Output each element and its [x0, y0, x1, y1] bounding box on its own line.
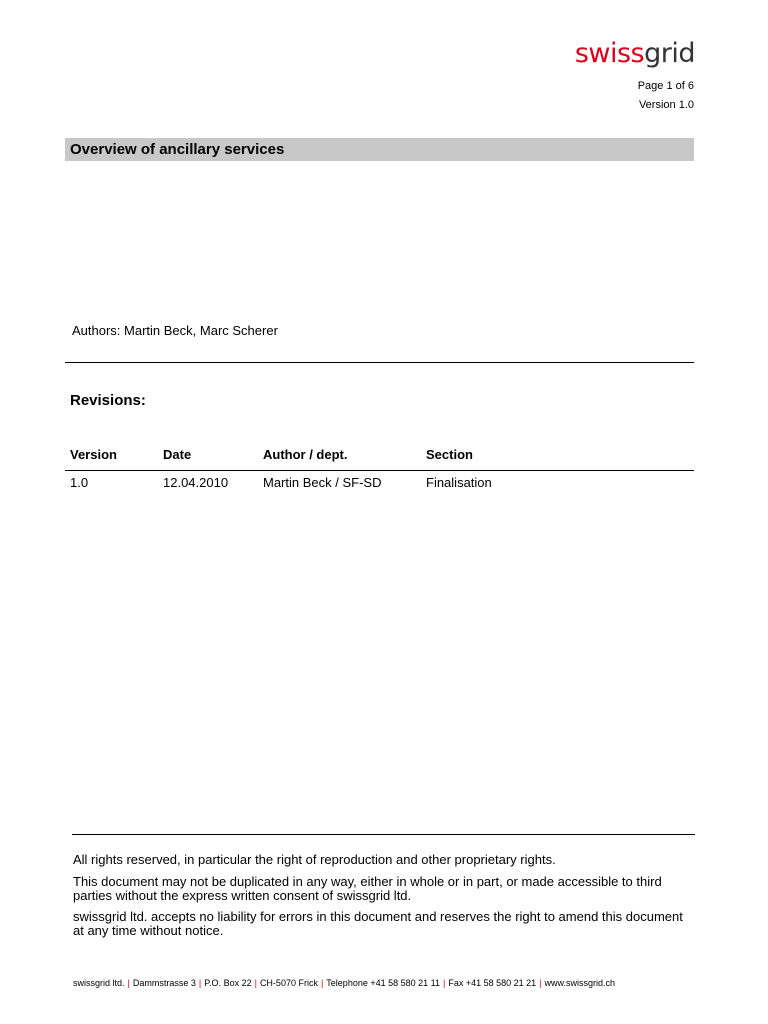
column-header-version: Version: [70, 447, 117, 462]
logo-grid-text: grid: [644, 38, 695, 69]
column-header-author: Author / dept.: [263, 447, 348, 462]
document-title: Overview of ancillary services: [70, 141, 285, 158]
footer-address: [73, 978, 615, 988]
document-version: Version 1.0: [638, 99, 694, 111]
footer-telephone: Telephone +41 58 580 21 11: [326, 978, 440, 988]
footer-city: CH-5070 Frick: [259, 978, 318, 988]
cell-section: Finalisation: [426, 475, 492, 490]
authors-line: Authors: Martin Beck, Marc Scherer: [72, 323, 278, 338]
revisions-heading: Revisions:: [70, 392, 146, 409]
footer-separator: |: [254, 978, 257, 988]
cell-author: Martin Beck / SF-SD: [263, 475, 382, 490]
cell-date: 12.04.2010: [163, 475, 229, 490]
cell-version: 1.0: [70, 475, 89, 490]
title-bar: [65, 138, 694, 161]
column-header-date: Date: [163, 447, 192, 462]
footer-separator: |: [320, 978, 324, 988]
legal-liability-paragraph: swissgrid ltd. accepts no liability for errors in this document and reserves the right to amend this document at any time without notice.: [73, 909, 683, 938]
footer-separator: |: [442, 978, 446, 988]
footer-fax: Fax +41 58 580 21 21: [448, 978, 537, 988]
footer-company: swissgrid ltd.: [73, 978, 125, 988]
footer-separator: |: [127, 978, 130, 988]
column-header-section: Section: [426, 447, 473, 462]
divider-authors: [65, 362, 694, 363]
legal-duplication-paragraph: This document may not be duplicated in any way, either in whole or in part, or made accessible to third parties without the express written consent of swissgrid ltd.: [73, 874, 662, 903]
footer-separator: |: [539, 978, 542, 988]
logo-swiss-text: swiss: [574, 38, 645, 69]
divider-legal: [72, 834, 695, 835]
page-number: Page 1 of 6: [637, 80, 694, 92]
legal-rights-paragraph: All rights reserved, in particular the right of reproduction and other proprietary rights.: [73, 852, 556, 867]
footer-po-box: P.O. Box 22: [204, 978, 252, 988]
table-header-divider: [65, 470, 694, 471]
footer-website-link[interactable]: www.swissgrid.ch: [544, 978, 616, 988]
footer-street: Dammstrasse 3: [132, 978, 196, 988]
footer-separator: |: [198, 978, 202, 988]
swissgrid-logo: [575, 36, 695, 72]
